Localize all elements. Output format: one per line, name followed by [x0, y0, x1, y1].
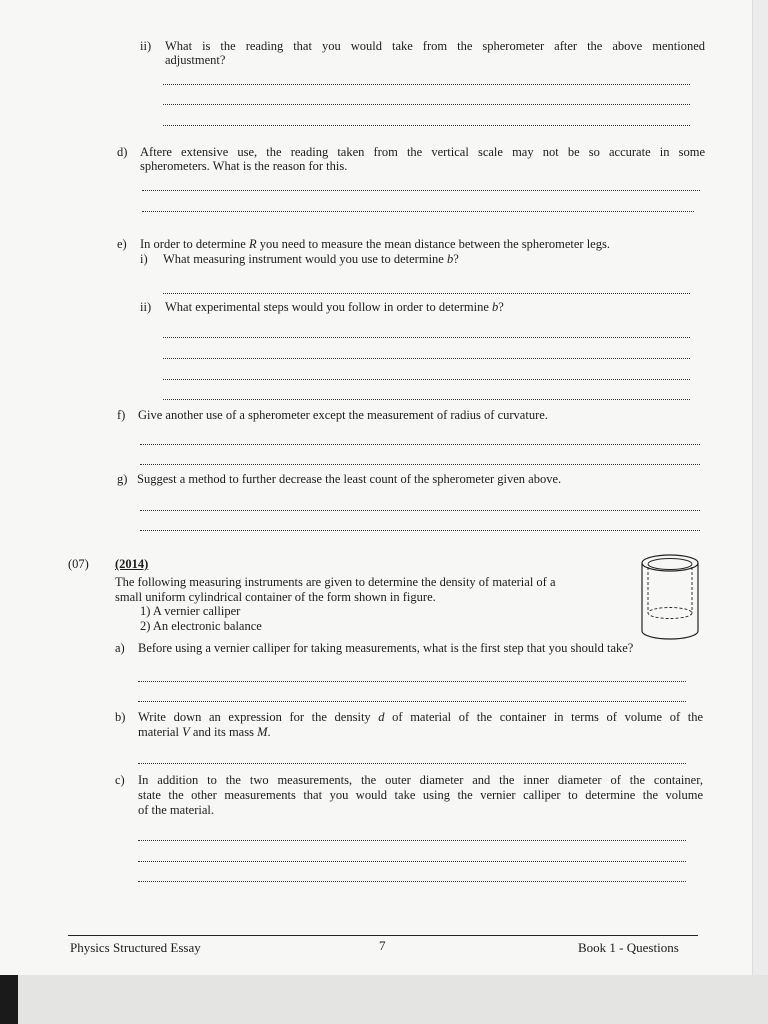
question-07-year: (2014)	[115, 557, 149, 571]
answer-line[interactable]	[138, 701, 686, 702]
scan-background	[0, 975, 768, 1024]
question-g-text: Suggest a method to further decrease the least count of the spherometer given above.	[137, 472, 562, 486]
question-07-a-text: Before using a vernier calliper for taking measurements, what is the first step that you should take?	[138, 641, 634, 655]
scan-edge	[0, 975, 18, 1024]
answer-line[interactable]	[140, 530, 700, 531]
question-07-b-text-cont: material V and its mass M.	[138, 725, 271, 739]
question-g-label: g)	[117, 472, 128, 486]
answer-line[interactable]	[163, 104, 690, 105]
footer-book: Book 1 - Questions	[578, 940, 679, 955]
question-f-text: Give another use of a spherometer except the measurement of radius of curvature.	[138, 408, 548, 422]
question-d-label: d)	[117, 145, 128, 159]
answer-line[interactable]	[142, 211, 694, 212]
instrument-item-1: 1) A vernier calliper	[140, 604, 241, 618]
question-c-ii-text-cont: adjustment?	[165, 53, 226, 67]
answer-line[interactable]	[140, 510, 700, 511]
question-07-c-text: In addition to the two measurements, the outer diameter and the inner diameter of the container,	[138, 773, 703, 787]
question-e-ii-number: ii)	[140, 300, 152, 314]
answer-line[interactable]	[138, 861, 686, 862]
question-e-ii-text: What experimental steps would you follow in order to determine b?	[165, 300, 504, 314]
question-d-text: Aftere extensive use, the reading taken from the vertical scale may not be so accurate in some	[140, 145, 705, 159]
question-07-c-text-cont: state the other measurements that you would take using the vernier calliper to determine the volume	[138, 788, 703, 802]
question-07-b-label: b)	[115, 710, 126, 724]
question-d-text-cont: spherometers. What is the reason for this.	[140, 159, 348, 173]
footer-subject: Physics Structured Essay	[70, 940, 201, 955]
instrument-item-2: 2) An electronic balance	[140, 619, 262, 633]
answer-line[interactable]	[140, 444, 700, 445]
question-e-i-text: What measuring instrument would you use to determine b?	[163, 252, 459, 266]
question-e-i-number: i)	[140, 252, 148, 266]
question-e-label: e)	[117, 237, 127, 251]
answer-line[interactable]	[138, 840, 686, 841]
question-07-number: (07)	[68, 557, 89, 571]
answer-line[interactable]	[163, 337, 690, 338]
cylindrical-container-figure	[638, 553, 702, 643]
question-f-label: f)	[117, 408, 126, 422]
question-07-c-text-end: of the material.	[138, 803, 215, 817]
answer-line[interactable]	[163, 358, 690, 359]
footer-page-number: 7	[379, 938, 386, 953]
question-07-intro: The following measuring instruments are given to determine the density of material of a	[115, 575, 556, 589]
answer-line[interactable]	[138, 881, 686, 882]
answer-line[interactable]	[163, 84, 690, 85]
footer-rule	[68, 935, 698, 936]
question-e-text: In order to determine R you need to measure the mean distance between the spherometer legs.	[140, 237, 610, 251]
answer-line[interactable]	[138, 681, 686, 682]
question-07-c-label: c)	[115, 773, 125, 787]
question-c-ii-text: What is the reading that you would take from the spherometer after the above mentioned	[165, 39, 705, 53]
answer-line[interactable]	[163, 379, 690, 380]
answer-line[interactable]	[138, 763, 686, 764]
answer-line[interactable]	[140, 464, 700, 465]
answer-line[interactable]	[163, 125, 690, 126]
answer-line[interactable]	[163, 293, 690, 294]
question-07-b-text: Write down an expression for the density d of material of the container in terms of volume of the	[138, 710, 703, 724]
answer-line[interactable]	[142, 190, 700, 191]
question-07-intro-cont: small uniform cylindrical container of the form shown in figure.	[115, 590, 436, 604]
answer-line[interactable]	[163, 399, 690, 400]
question-07-a-label: a)	[115, 641, 125, 655]
question-c-ii-number: ii)	[140, 39, 152, 53]
